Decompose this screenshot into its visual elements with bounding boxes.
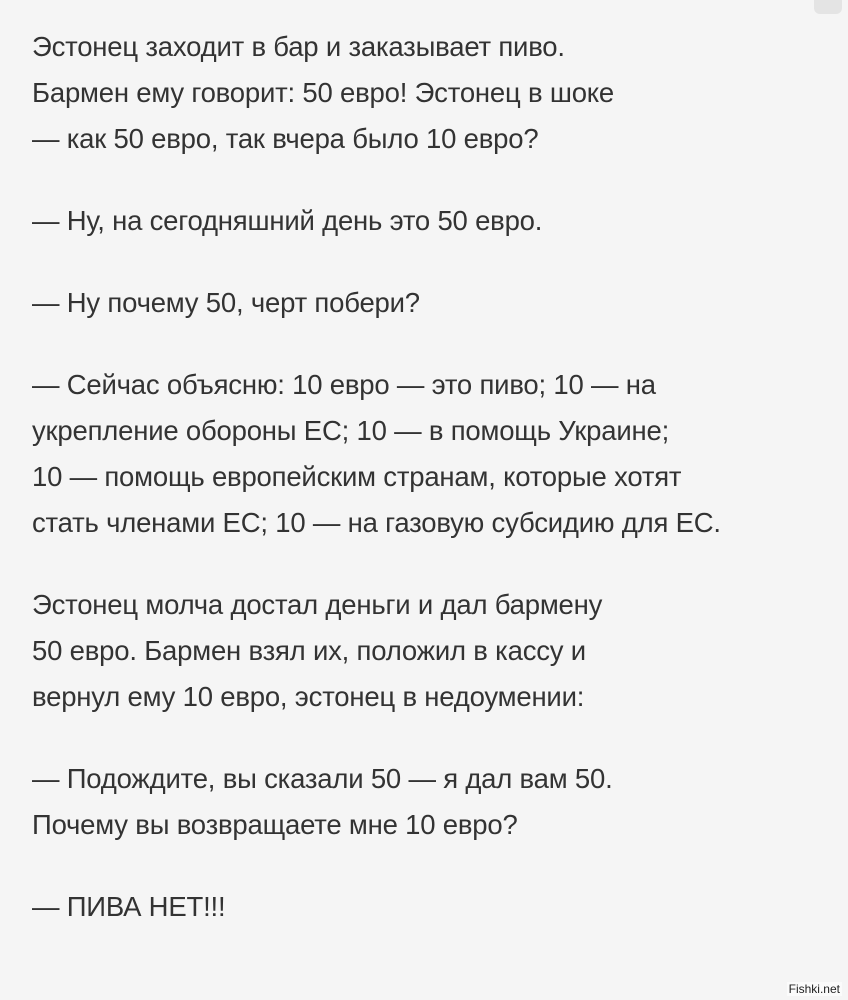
text-line: укрепление обороны ЕС; 10 — в помощь Украине; <box>32 415 670 446</box>
text-line: — как 50 евро, так вчера было 10 евро? <box>32 123 539 154</box>
text-line: — Подождите, вы сказали 50 — я дал вам 50. <box>32 763 613 794</box>
text-line: — ПИВА НЕТ!!! <box>32 891 226 922</box>
text-line: — Сейчас объясню: 10 евро — это пиво; 10 — на <box>32 369 656 400</box>
paragraph-3 <box>32 280 832 326</box>
text-line: стать членами ЕС; 10 — на газовую субсидию для ЕС. <box>32 507 721 538</box>
paragraph-2 <box>32 198 832 244</box>
paragraph-7 <box>32 884 832 930</box>
text-line: Эстонец заходит в бар и заказывает пиво. <box>32 31 565 62</box>
text-line: Бармен ему говорит: 50 евро! Эстонец в шоке <box>32 77 615 108</box>
watermark: Fishki.net <box>788 982 840 996</box>
text-line: Эстонец молча достал деньги и дал бармену <box>32 589 603 620</box>
paragraph-6 <box>32 756 832 848</box>
text-line: Почему вы возвращаете мне 10 евро? <box>32 809 518 840</box>
text-line: — Ну, на сегодняшний день это 50 евро. <box>32 205 543 236</box>
text-line: 50 евро. Бармен взял их, положил в кассу и <box>32 635 586 666</box>
text-line: 10 — помощь европейским странам, которые хотят <box>32 461 682 492</box>
text-line: — Ну почему 50, черт побери? <box>32 287 420 318</box>
paragraph-5 <box>32 582 832 720</box>
text-line: вернул ему 10 евро, эстонец в недоумении: <box>32 681 585 712</box>
text-body <box>32 24 832 930</box>
paragraph-4 <box>32 362 832 546</box>
paragraph-1 <box>32 24 832 162</box>
top-edge-tab <box>814 0 842 14</box>
